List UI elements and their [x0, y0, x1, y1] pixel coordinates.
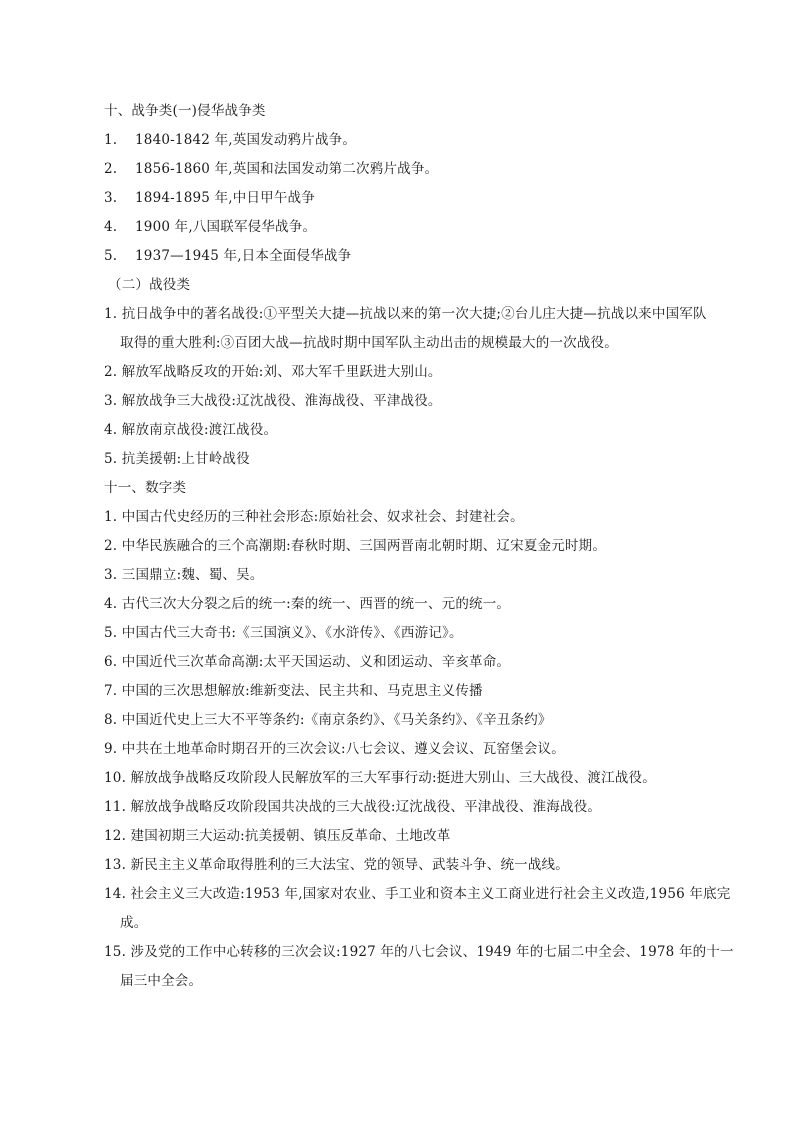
number-item-12: 12. 建国初期三大运动:抗美援朝、镇压反革命、土地改革 [104, 828, 451, 844]
item-number: 2. [104, 161, 118, 177]
number-item-10: 10. 解放战争战略反攻阶段人民解放军的三大军事行动:挺进大别山、三大战役、渡江战役。 [104, 770, 656, 786]
item-number: 5. [104, 248, 118, 264]
number-item-4: 4. 古代三次大分裂之后的统一:秦的统一、西晋的统一、元的统一。 [104, 596, 511, 612]
invasion-item-2 [104, 155, 744, 184]
campaign-item-2: 2. 解放军战略反攻的开始:刘、邓大军千里跃进大别山。 [104, 364, 442, 380]
number-item-14-line-1: 14. 社会主义三大改造:1953 年,国家对农业、手工业和资本主义工商业进行社会主义改造,1956 年底完 [104, 886, 731, 902]
item-text: 1900 年,八国联军侵华战争。 [135, 219, 317, 235]
item-number: 3. [104, 190, 118, 206]
number-item-7: 7. 中国的三次思想解放:维新变法、民主共和、马克思主义传播 [104, 683, 483, 699]
document-content [104, 97, 744, 996]
invasion-item-5 [104, 242, 744, 271]
number-item-9: 9. 中共在土地革命时期召开的三次会议:八七会议、遵义会议、瓦窑堡会议。 [104, 741, 565, 757]
number-item-8: 8. 中国近代史上三大不平等条约:《南京条约》、《马关条约》、《辛丑条约》 [104, 712, 552, 728]
number-item-15-line-2: 届三中全会。 [120, 973, 203, 989]
item-number: 1. [104, 132, 118, 148]
number-item-3: 3. 三国鼎立:魏、蜀、吴。 [104, 567, 264, 583]
item-text: 1894-1895 年,中日甲午战争 [135, 190, 315, 206]
item-text: 1840-1842 年,英国发动鸦片战争。 [135, 132, 357, 148]
campaign-item-1-line-1: 1. 抗日战争中的著名战役:①平型关大捷—抗战以来的第一次大捷;②台儿庄大捷—抗战以来中国军队 [104, 306, 707, 322]
item-text: 1937—1945 年,日本全面侵华战争 [135, 248, 352, 264]
number-item-6: 6. 中国近代三次革命高潮:太平天国运动、义和团运动、辛亥革命。 [104, 654, 511, 670]
campaign-item-3: 3. 解放战争三大战役:辽沈战役、淮海战役、平津战役。 [104, 393, 442, 409]
number-item-15-line-1: 15. 涉及党的工作中心转移的三次会议:1927 年的八七会议、1949 年的七届二中全会、1978 年的十一 [104, 944, 734, 960]
invasion-item-1 [104, 126, 744, 155]
campaign-item-1-line-2: 取得的重大胜利:③百团大战—抗战时期中国军队主动出击的规模最大的一次战役。 [120, 335, 618, 351]
item-number: 4. [104, 219, 118, 235]
number-item-13: 13. 新民主主义革命取得胜利的三大法宝、党的领导、武装斗争、统一战线。 [104, 857, 569, 873]
item-text: 1856-1860 年,英国和法国发动第二次鸦片战争。 [135, 161, 439, 177]
number-item-5: 5. 中国古代三大奇书:《三国演义》、《水浒传》、《西游记》。 [104, 625, 463, 641]
section-10-heading: 十、战争类(一)侵华战争类 [104, 103, 266, 119]
invasion-item-3 [104, 184, 744, 213]
number-item-1: 1. 中国古代史经历的三种社会形态:原始社会、奴求社会、封建社会。 [104, 509, 524, 525]
section-11-heading: 十一、数字类 [104, 480, 187, 496]
campaigns-heading: （二）战役类 [108, 277, 191, 293]
campaign-item-4: 4. 解放南京战役:渡江战役。 [104, 422, 278, 438]
invasion-item-4 [104, 213, 744, 242]
number-item-2: 2. 中华民族融合的三个高潮期:春秋时期、三国两晋南北朝时期、辽宋夏金元时期。 [104, 538, 607, 554]
campaign-item-5: 5. 抗美援朝:上甘岭战役 [104, 451, 250, 467]
number-item-11: 11. 解放战争战略反攻阶段国共决战的三大战役:辽沈战役、平津战役、淮海战役。 [104, 799, 602, 815]
number-item-14-line-2: 成。 [120, 915, 148, 931]
